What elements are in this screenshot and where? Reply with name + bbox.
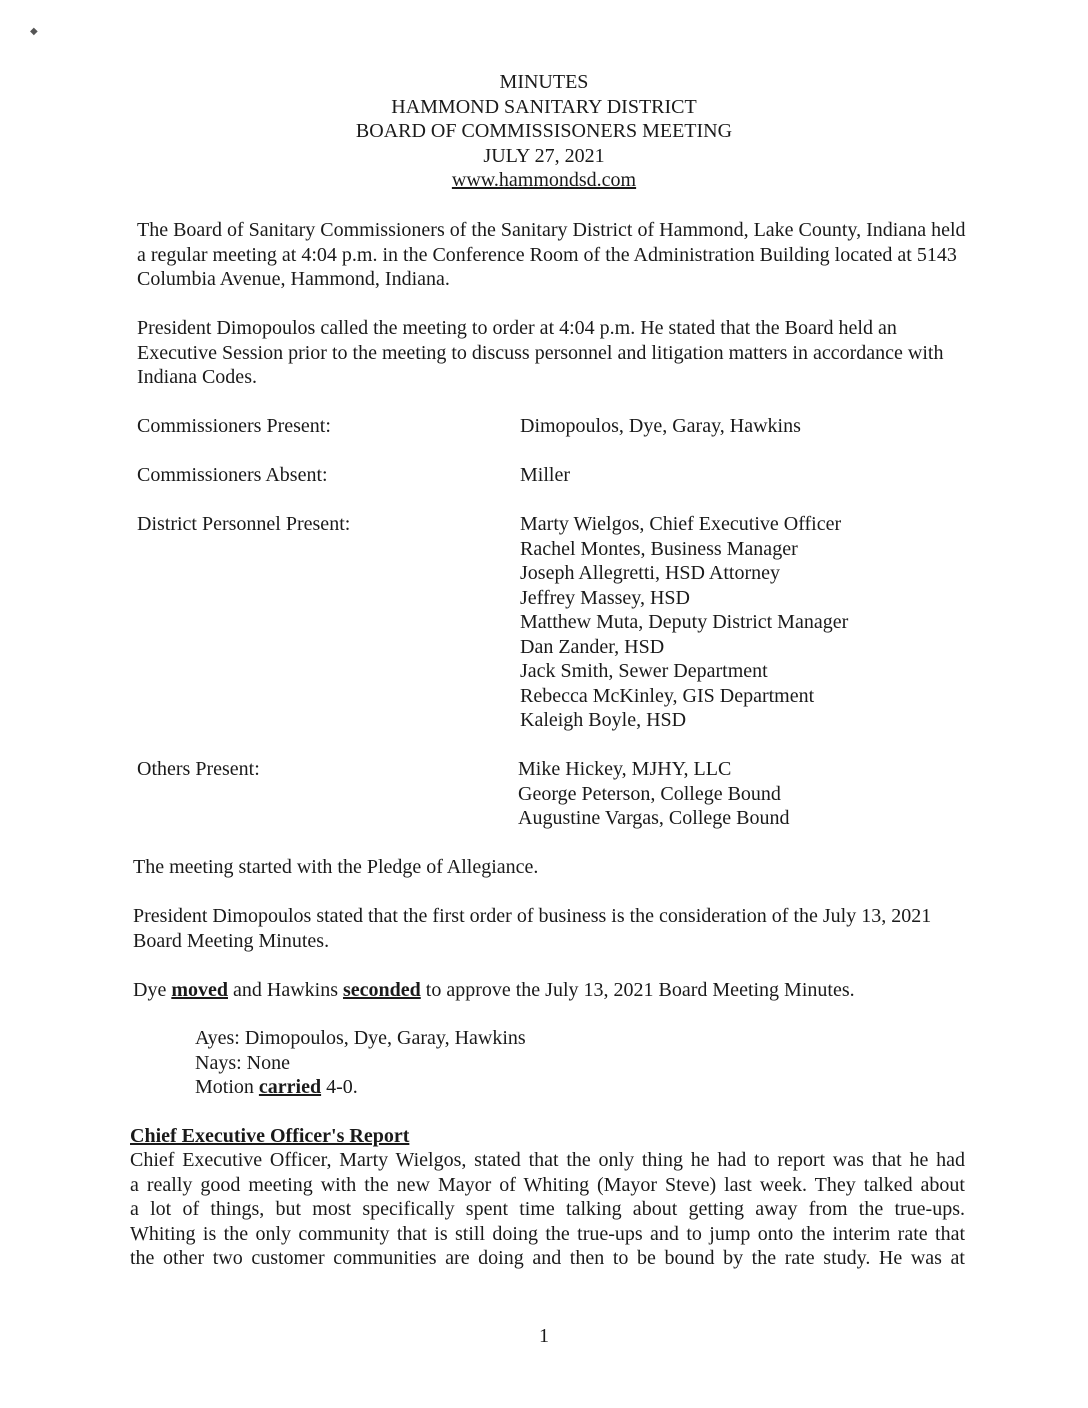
- page-number: 1: [539, 1325, 549, 1347]
- header-organization: HAMMOND SANITARY DISTRICT: [391, 95, 697, 118]
- report-line: Chief Executive Officer, Marty Wielgos, stated that the only thing he had to report was that he had: [130, 1149, 965, 1171]
- list-item: Rachel Montes, Business Manager: [520, 537, 798, 560]
- personnel-label: District Personnel Present:: [137, 513, 351, 535]
- vote-nays: Nays: None: [195, 1051, 290, 1074]
- list-item: Dan Zander, HSD: [520, 635, 665, 658]
- personnel-list: [520, 512, 848, 733]
- list-item: Augustine Vargas, College Bound: [518, 807, 790, 829]
- list-item: Marty Wielgos, Chief Executive Officer: [520, 513, 842, 535]
- scan-mark: ◆: [30, 26, 38, 37]
- ceo-report-body: [130, 1148, 965, 1271]
- list-item: Jack Smith, Sewer Department: [520, 660, 768, 682]
- others-list: [518, 757, 789, 831]
- others-present-label: Others Present:: [137, 758, 260, 780]
- seconded-emphasis: seconded: [342, 979, 421, 1001]
- call-to-order-paragraph: President Dimopoulos called the meeting to order at 4:04 p.m. He stated that the Board held an Executive Session prior to the meeting to discuss personnel and litigation matters in accordance with Indiana Codes.: [137, 317, 944, 388]
- header-meeting-name: BOARD OF COMMISSISONERS MEETING: [355, 120, 733, 142]
- list-item: Jeffrey Massey, HSD: [520, 586, 690, 609]
- document-header: [0, 70, 1088, 193]
- report-line: Whiting is the only community that is still doing the true-ups and to jump onto the interim rate that: [130, 1222, 965, 1245]
- report-line: the other two customer communities are doing and then to be bound by the rate study. He was at: [130, 1247, 965, 1269]
- intro-paragraph: The Board of Sanitary Commissioners of the Sanitary District of Hammond, Lake County, Indiana held a regular meeting at 4:04 p.m. in the Conference Room of the Administration Building located at 5143 Columbia Avenue, Hammond, Indiana.: [137, 219, 966, 290]
- vote-result: Motion carried 4-0.: [195, 1076, 358, 1098]
- header-website-link[interactable]: www.hammondsd.com: [451, 169, 637, 191]
- first-order-paragraph: President Dimopoulos stated that the first order of business is the consideration of the July 13, 2021 Board Meeting Minutes.: [133, 905, 932, 952]
- list-item: Kaleigh Boyle, HSD: [520, 709, 687, 731]
- commissioners-absent-label: Commissioners Absent:: [137, 464, 328, 486]
- report-line: a lot of things, but most specifically spent time talking about getting away from the true-ups.: [130, 1198, 965, 1220]
- vote-ayes: Ayes: Dimopoulos, Dye, Garay, Hawkins: [195, 1027, 526, 1049]
- ceo-report-heading: Chief Executive Officer's Report: [130, 1125, 410, 1147]
- commissioners-present-value: Dimopoulos, Dye, Garay, Hawkins: [520, 415, 801, 437]
- pledge-paragraph: The meeting started with the Pledge of Allegiance.: [133, 856, 539, 878]
- list-item: Joseph Allegretti, HSD Attorney: [520, 562, 780, 584]
- carried-emphasis: carried: [258, 1076, 322, 1098]
- commissioners-absent-value: Miller: [520, 464, 570, 486]
- list-item: Rebecca McKinley, GIS Department: [520, 684, 815, 707]
- header-date: JULY 27, 2021: [483, 144, 605, 167]
- commissioners-present-label: Commissioners Present:: [137, 415, 331, 437]
- list-item: Mike Hickey, MJHY, LLC: [518, 758, 732, 780]
- vote-block: [195, 1026, 526, 1100]
- report-line: a really good meeting with the new Mayor of Whiting (Mayor Steve) last week. They talked about: [130, 1173, 965, 1196]
- header-title: MINUTES: [499, 71, 589, 93]
- list-item: George Peterson, College Bound: [518, 782, 781, 805]
- list-item: Matthew Muta, Deputy District Manager: [520, 611, 849, 633]
- moved-emphasis: moved: [171, 979, 228, 1001]
- motion-paragraph: Dye moved and Hawkins seconded to approve the July 13, 2021 Board Meeting Minutes.: [133, 979, 855, 1001]
